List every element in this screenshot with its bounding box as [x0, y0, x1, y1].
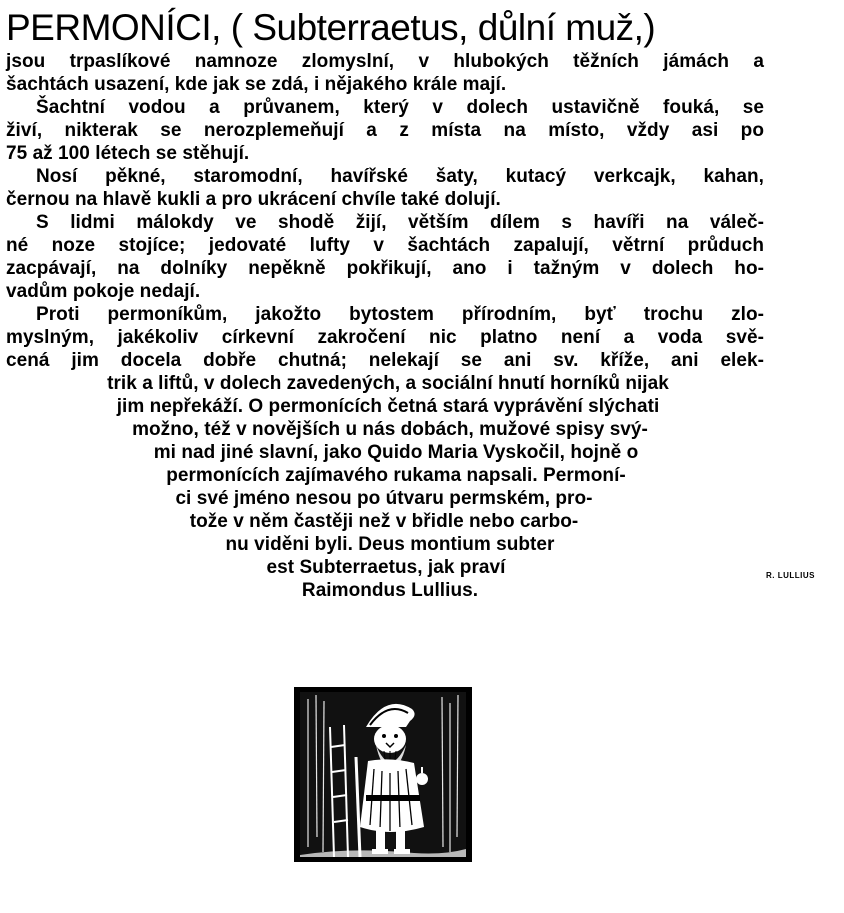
text-line: trik a liftů, v dolech zavedených, a sociální hnutí horníků nijak: [107, 373, 669, 394]
text-line: S lidmi málokdy ve shodě žijí, větším dílem s havíři na váleč-: [36, 212, 764, 233]
text-line: šachtách usazení, kde jak se zdá, i nějakého krále mají.: [6, 74, 507, 95]
text-line: Proti permoníkům, jakožto bytostem přírodním, byť trochu zlo-: [36, 304, 764, 325]
text-line: jsou trpaslíkové namnoze zlomyslní, v hlubokých těžních jámách a: [6, 51, 764, 72]
text-line: zacpávají, na dolníky nepěkně pokřikují, ano i tažným v dolech ho-: [6, 258, 764, 279]
text-line: tože v něm častěji než v břidle nebo carbo-: [189, 511, 579, 532]
text-line: jim nepřekáží. O permonících četná stará vyprávění slýchati: [116, 396, 660, 417]
text-line: né noze stojíce; jedovaté lufty v šachtách zapalují, větrní průduch: [6, 235, 764, 256]
text-line: Raimondus Lullius.: [301, 580, 479, 601]
text-line: živí, nikterak se nerozplemeňují a z místa na místo, vždy asi po: [6, 120, 764, 141]
margin-note: R. LULLIUS: [766, 571, 815, 580]
text-line: mi nad jiné slavní, jako Quido Maria Vyskočil, hojně o: [153, 442, 639, 463]
page-title: PERMONÍCI, ( Subterraetus, důlní muž,): [6, 7, 656, 48]
text-line: ci své jméno nesou po útvaru permském, pro-: [175, 488, 593, 509]
text-line: myslným, jakékoliv církevní zakročení nic platno není a voda svě-: [6, 327, 764, 348]
text-line: 75 až 100 létech se stěhují.: [6, 143, 250, 164]
permon-woodcut-illustration: [294, 687, 472, 862]
text-line: est Subterraetus, jak praví: [266, 557, 506, 578]
text-line: vadům pokoje nedají.: [6, 281, 201, 302]
text-line: permonících zajímavého rukama napsali. Permoní-: [166, 465, 626, 486]
text-line: Nosí pěkné, staromodní, havířské šaty, kutacý verkcajk, kahan,: [36, 166, 764, 187]
text-line: nu viděni byli. Deus montium subter: [225, 534, 555, 555]
text-line: možno, též v novějších u nás dobách, mužové spisy svý-: [132, 419, 648, 440]
text-line: Šachtní vodou a průvanem, který v dolech ustavičně fouká, se: [36, 97, 764, 118]
text-line: černou na hlavě kukli a pro ukrácení chvíle také dolují.: [6, 189, 501, 210]
text-line: cená jim docela dobře chutná; nelekají se ani sv. kříže, ani elek-: [6, 350, 764, 371]
